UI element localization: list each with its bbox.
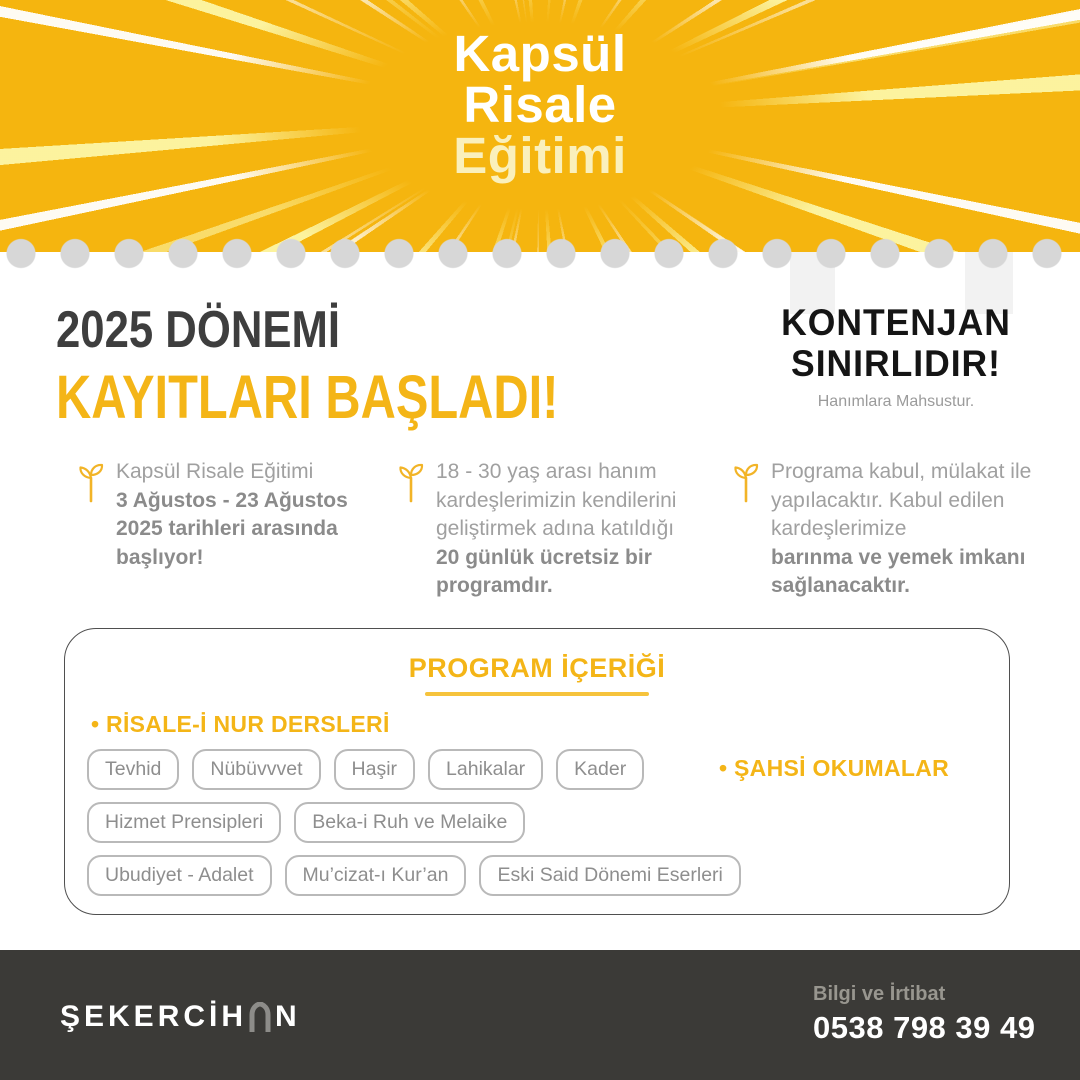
feature-text [398, 458, 733, 601]
brand-logo [60, 1000, 301, 1034]
pill-row-3 [87, 855, 741, 896]
lesson-pill-eski-said: Eski Said Dönemi Eserleri [479, 855, 740, 896]
section-label-sahsi-okumalar: • ŞAHSİ OKUMALAR [719, 755, 950, 781]
quota-line1: KONTENJAN [781, 302, 1011, 343]
feature-regular-text: Programa kabul, mülakat ile yapılacaktır. Kabul edilen kardeşlerimize [771, 460, 1032, 540]
contact-label: Bilgi ve İrtibat [813, 983, 946, 1005]
lesson-pill-ubudiyet-adalet: Ubudiyet - Adalet [87, 855, 272, 896]
quota-note: Hanımlara Mahsustur. [817, 393, 975, 410]
lesson-pill-hasir: Haşir [334, 749, 416, 790]
poster-title [0, 25, 1080, 184]
lesson-pill-kader: Kader [556, 749, 644, 790]
feature-bold-text: barınma ve yemek imkanı sağlanacaktır. [771, 545, 1026, 597]
lesson-pill-beka-i-ruh: Beka-i Ruh ve Melaike [294, 802, 525, 843]
logo-text-pre: ŞEKERCİH [60, 1000, 248, 1033]
sprout-icon [733, 463, 759, 503]
feature-bold-text: 20 günlük ücretsiz bir programdır. [436, 545, 652, 597]
program-title-underline [425, 692, 649, 696]
lesson-pill-nubuvvet: Nübüvvvet [192, 749, 320, 790]
program-content-box [64, 628, 1010, 915]
quota-line2: SINIRLIDIR! [791, 343, 1001, 384]
lesson-pill-mucizat-kuran: Mu’cizat-ı Kur’an [285, 855, 467, 896]
logo-text-post: N [275, 1000, 301, 1033]
headline-period: 2025 DÖNEMİ [56, 301, 341, 359]
contact-phone-number: 0538 798 39 49 [813, 1010, 1036, 1045]
program-title: PROGRAM İÇERİĞİ [408, 653, 666, 683]
sprout-icon [78, 463, 104, 503]
burst-banner [0, 0, 1080, 252]
lesson-pill-tevhid: Tevhid [87, 749, 179, 790]
feature-admission [733, 458, 1063, 601]
section-label-risale-dersleri: • RİSALE-İ NUR DERSLERİ [91, 711, 390, 737]
poster-title-line2: Risale [463, 76, 617, 133]
feature-text [78, 458, 378, 572]
pill-row-1 [87, 749, 741, 790]
feature-bold-text: 3 Ağustos - 23 Ağustos 2025 tarihleri arasında başlıyor! [116, 488, 348, 569]
lesson-pill-rows [87, 749, 741, 908]
pill-row-2 [87, 802, 741, 843]
poster-title-line3: Eğitimi [453, 127, 627, 184]
footer-bar [0, 950, 1080, 1080]
poster-title-line1: Kapsül [453, 25, 627, 82]
feature-text [733, 458, 1063, 601]
headline [56, 300, 684, 432]
feature-regular-text: 18 - 30 yaş arası hanım kardeşlerimizin kendilerini geliştirmek adına katıldığı [436, 460, 677, 540]
lesson-pill-hizmet-prensipleri: Hizmet Prensipleri [87, 802, 281, 843]
feature-regular-text: Kapsül Risale Eğitimi [116, 460, 314, 483]
feature-dates [78, 458, 378, 572]
arch-icon [247, 1002, 273, 1032]
headline-registration: KAYITLARI BAŞLADI! [56, 363, 559, 431]
feature-audience [398, 458, 733, 601]
quota-notice [768, 302, 1024, 411]
sprout-icon [398, 463, 424, 503]
contact-block [813, 983, 1036, 1046]
scallop-dots-edge [0, 238, 1080, 269]
lesson-pill-lahikalar: Lahikalar [428, 749, 543, 790]
